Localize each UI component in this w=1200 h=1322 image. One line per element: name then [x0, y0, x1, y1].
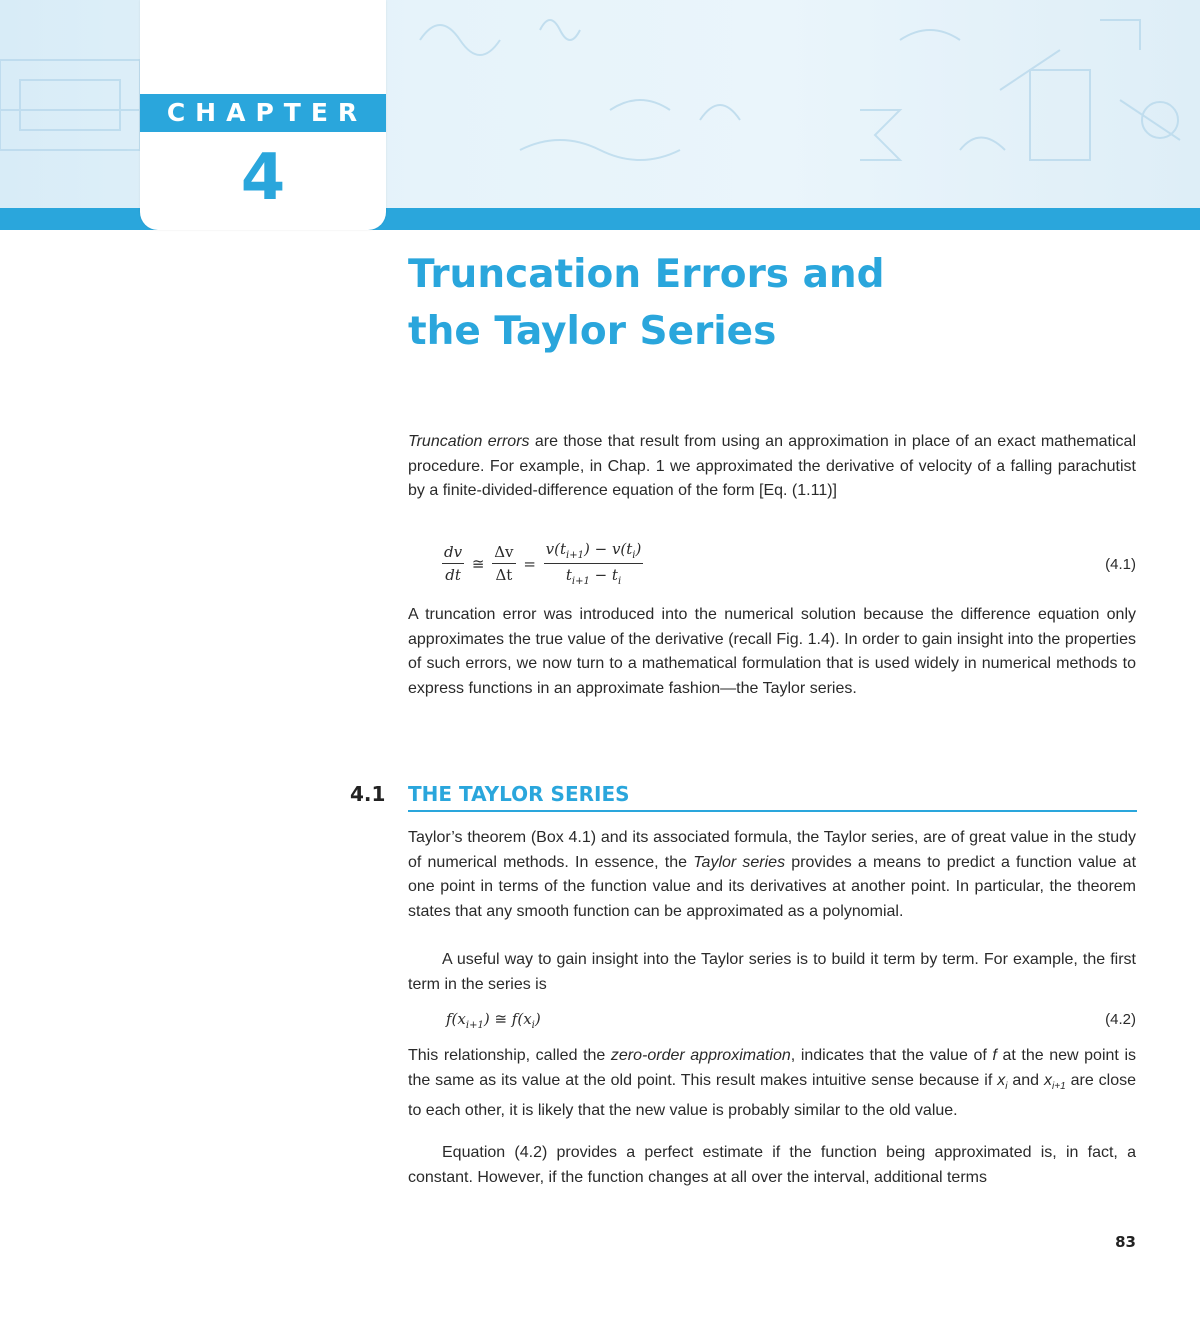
- eq2-rhs-end: ): [534, 1010, 541, 1028]
- eq2-rhs: f(x: [511, 1010, 532, 1028]
- paragraph-4: A useful way to gain insight into the Taylor series is to build it term by term. For example, the first term in the series is: [408, 951, 1136, 993]
- chapter-title: [408, 246, 1008, 360]
- equation-4-2: [408, 1010, 1136, 1034]
- chapter-number: 4: [240, 141, 286, 215]
- eq1-rhs-num-b: ) − v(t: [583, 540, 633, 558]
- intro-term: Truncation errors: [408, 433, 530, 450]
- para3-before: Taylor’s theorem (Box 4.1) and its associated formula, the Taylor series, are of great value in the study of numerical methods. In essence, the: [408, 829, 1136, 871]
- eq2-approx-sign: ≅: [489, 1010, 512, 1028]
- equation-number-4-1: (4.1): [1105, 556, 1136, 573]
- paragraph-2: A truncation error was introduced into the numerical solution because the difference equation only approximates the true value of the derivative (recall Fig. 1.4). In order to gain insight into the properties of such errors, we now turn to a mathematical formulation that is used widely in numerical methods to express functions in an approximate fashion—the Taylor series.: [408, 606, 1136, 697]
- para5-x1: x: [997, 1071, 1006, 1089]
- para5-p4: and: [1007, 1071, 1045, 1089]
- eq1-lhs-den: dt: [445, 566, 461, 584]
- eq1-rhs-num-c: ): [635, 540, 642, 558]
- eq1-rhs-den-sub2: i: [617, 576, 622, 587]
- section-rule: [408, 810, 1137, 812]
- eq1-lhs-num: dv: [442, 543, 464, 564]
- eq1-approx-sign: ≅: [471, 554, 485, 573]
- eq1-rhs-num-a: v(t: [545, 540, 567, 558]
- paragraph-6: Equation (4.2) provides a perfect estimate if the function being approximated is, in fact, a constant. However, if the function changes at all over the interval, additional terms: [408, 1144, 1136, 1186]
- intro-paragraph: [408, 430, 1136, 504]
- chapter-label: CHAPTER: [140, 94, 386, 132]
- eq2-rhs-sub: i: [531, 1020, 535, 1031]
- para5-p1: This relationship, called the: [408, 1047, 611, 1064]
- para5-p3: at the new point is the same as its value at the old point. This result makes intuitive sense because if: [408, 1047, 1136, 1089]
- eq1-rhs-den-b: − t: [589, 566, 618, 584]
- para5-p2: , indicates that the value of: [790, 1047, 993, 1064]
- eq1-rhs-fraction: [544, 540, 644, 587]
- eq1-rhs-den-a: t: [565, 566, 572, 584]
- eq2-lhs-sub: i+1: [465, 1020, 484, 1031]
- eq2-expression: [446, 1010, 541, 1031]
- eq1-mid-num: Δv: [492, 543, 515, 564]
- eq1-rhs-den-sub1: i+1: [571, 576, 590, 587]
- section-title: THE TAYLOR SERIES: [408, 782, 630, 806]
- paragraph-5: [408, 1044, 1136, 1124]
- eq1-lhs-fraction: [442, 543, 464, 584]
- para5-term: zero-order approximation: [610, 1047, 791, 1064]
- eq1-mid-den: Δt: [495, 566, 513, 584]
- para5-x2-sub: i+1: [1052, 1080, 1066, 1092]
- page-number: 83: [1115, 1233, 1136, 1251]
- para5-x2: x: [1044, 1071, 1053, 1089]
- eq1-rhs-num-sub2: i: [632, 550, 636, 561]
- eq1-rhs-den: [544, 564, 644, 587]
- equation-4-1: [408, 540, 1136, 596]
- eq1-mid-fraction: [492, 543, 515, 584]
- chapter-title-line-1: Truncation Errors and: [408, 252, 885, 297]
- paragraph-3: [408, 826, 1136, 924]
- para3-after: provides a means to predict a function value at one point in terms of the function value and its derivatives at another point. In particular, the theorem states that any smooth function can be approximated as a polynomial.: [408, 853, 1137, 920]
- eq2-lhs: f(x: [446, 1010, 466, 1028]
- chapter-title-line-2: the Taylor Series: [408, 309, 777, 354]
- eq2-lhs-end: ): [483, 1010, 490, 1028]
- para5-x1-sub: i: [1005, 1080, 1008, 1092]
- eq1-rhs-num: [544, 540, 644, 564]
- intro-text: are those that result from using an approximation in place of an exact mathematical procedure. For example, in Chap. 1 we approximated the derivative of velocity of a falling parachutist by a finite-divided-difference equation of the form [Eq. (1.11)]: [408, 433, 1137, 499]
- eq1-equals-sign: =: [523, 554, 536, 573]
- section-number: 4.1: [350, 782, 386, 806]
- para5-f: f: [992, 1047, 997, 1064]
- equation-number-4-2: (4.2): [1105, 1011, 1136, 1028]
- para3-term: Taylor series: [693, 853, 786, 871]
- eq1-rhs-num-sub1: i+1: [566, 550, 584, 561]
- para5-p5: are close to each other, it is likely that the new value is probably similar to the old value.: [408, 1071, 1137, 1120]
